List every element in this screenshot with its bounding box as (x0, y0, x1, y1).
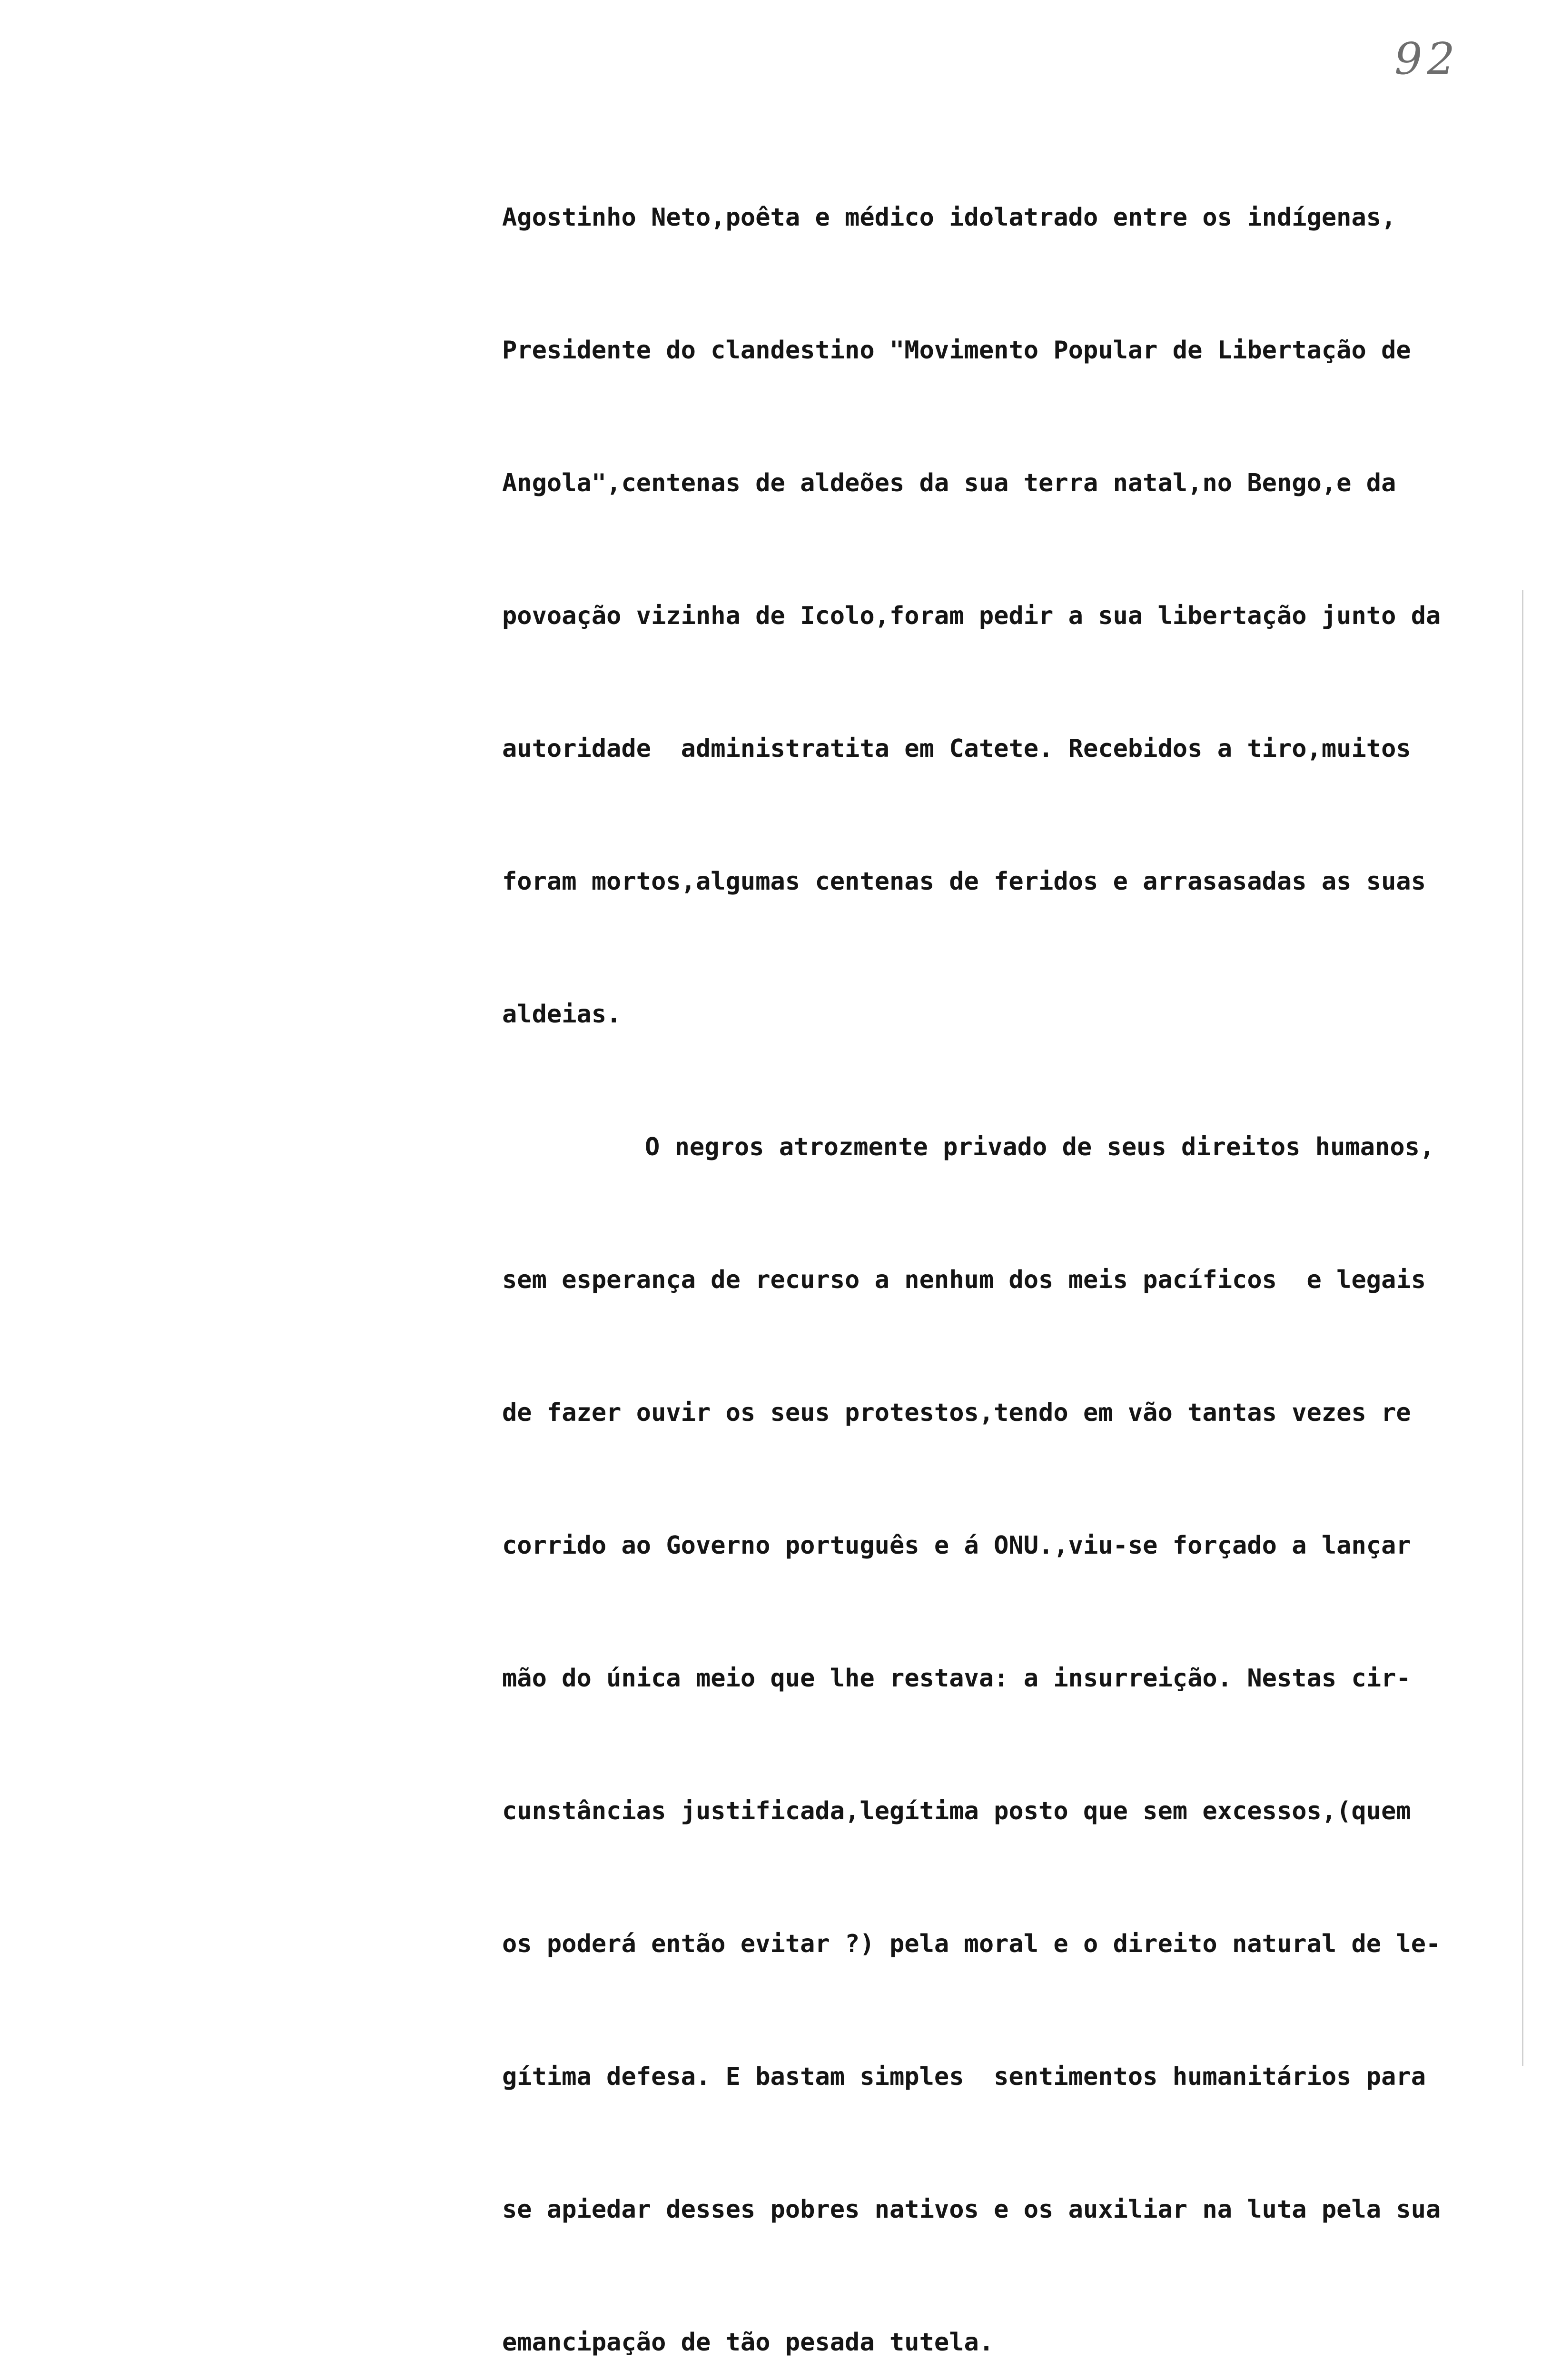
text-line: emancipação de tão pesada tutela. (502, 2328, 994, 2357)
text-line: povoação vizinha de Icolo,foram pedir a sua libertação junto da (502, 602, 1441, 630)
text-line: mão do única meio que lhe restava: a insurreição. Nestas cir- (502, 1664, 1411, 1693)
text-line: corrido ao Governo português e á ONU.,viu-se forçado a lançar (502, 1531, 1411, 1560)
text-line: de fazer ouvir os seus protestos,tendo em vão tantas vezes re (502, 1398, 1411, 1427)
page-number: 92 (1394, 33, 1460, 84)
text-line: autoridade administratita em Catete. Recebidos a tiro,muitos (502, 734, 1411, 763)
text-line: se apiedar desses pobres nativos e os auxiliar na luta pela sua (502, 2195, 1441, 2224)
text-line: Agostinho Neto,poêta e médico idolatrado entre os indígenas, (502, 203, 1396, 232)
text-line: sem esperança de recurso a nenhum dos meis pacíficos e legais (502, 1266, 1426, 1294)
text-line: foram mortos,algumas centenas de feridos e arrasasadas as suas (502, 867, 1426, 896)
text-line: aldeias. (502, 1000, 622, 1029)
typewritten-body-text (502, 107, 1502, 2380)
text-line: gítima defesa. E bastam simples sentimentos humanitários para (502, 2063, 1426, 2091)
text-line: Presidente do clandestino "Movimento Popular de Libertação de (502, 336, 1411, 365)
page-edge-shadow (1522, 590, 1523, 2066)
text-line: os poderá então evitar ?) pela moral e o direito natural de le- (502, 1930, 1441, 1958)
text-line: cunstâncias justificada,legítima posto que sem excessos,(quem (502, 1797, 1411, 1825)
text-line: O negros atrozmente privado de seus direitos humanos, (645, 1133, 1435, 1161)
text-line: Angola",centenas de aldeões da sua terra natal,no Bengo,e da (502, 469, 1396, 497)
